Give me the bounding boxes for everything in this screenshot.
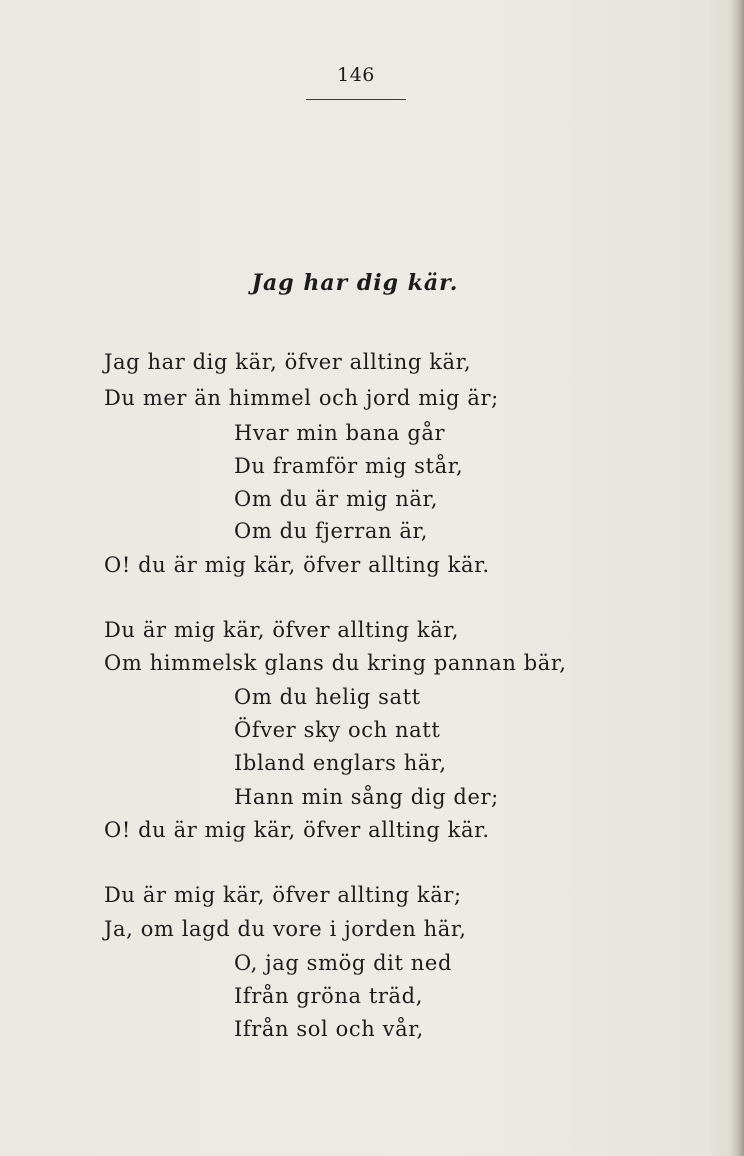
poem-line: Om himmelsk glans du kring pannan bär, bbox=[104, 651, 567, 675]
page-edge-shadow bbox=[730, 0, 744, 1156]
poem-line: Jag har dig kär, öfver allting kär, bbox=[104, 350, 472, 374]
page-number: 146 bbox=[337, 64, 375, 86]
header-rule bbox=[306, 99, 406, 100]
poem-line: Om du helig satt bbox=[234, 685, 421, 709]
poem-line: Ja, om lagd du vore i jorden här, bbox=[104, 917, 467, 941]
poem-line: O! du är mig kär, öfver allting kär. bbox=[104, 818, 490, 842]
poem-line: Du framför mig står, bbox=[234, 454, 464, 478]
poem-line: Hvar min bana går bbox=[234, 421, 446, 445]
poem-line: Ibland englars här, bbox=[234, 751, 447, 775]
poem-line: O, jag smög dit ned bbox=[234, 951, 453, 975]
poem-line: Öfver sky och natt bbox=[234, 718, 441, 742]
poem-line: Du är mig kär, öfver allting kär, bbox=[104, 618, 459, 642]
poem-line: O! du är mig kär, öfver allting kär. bbox=[104, 553, 490, 577]
poem-line: Ifrån sol och vår, bbox=[234, 1017, 424, 1041]
poem-title: Jag har dig kär. bbox=[251, 270, 459, 296]
poem-line: Du är mig kär, öfver allting kär; bbox=[104, 883, 462, 907]
poem-line: Om du fjerran är, bbox=[234, 519, 429, 543]
poem-line: Ifrån gröna träd, bbox=[234, 984, 423, 1008]
poem-line: Hann min sång dig der; bbox=[234, 785, 499, 809]
poem-line: Du mer än himmel och jord mig är; bbox=[104, 386, 499, 410]
poem-line: Om du är mig när, bbox=[234, 487, 439, 511]
